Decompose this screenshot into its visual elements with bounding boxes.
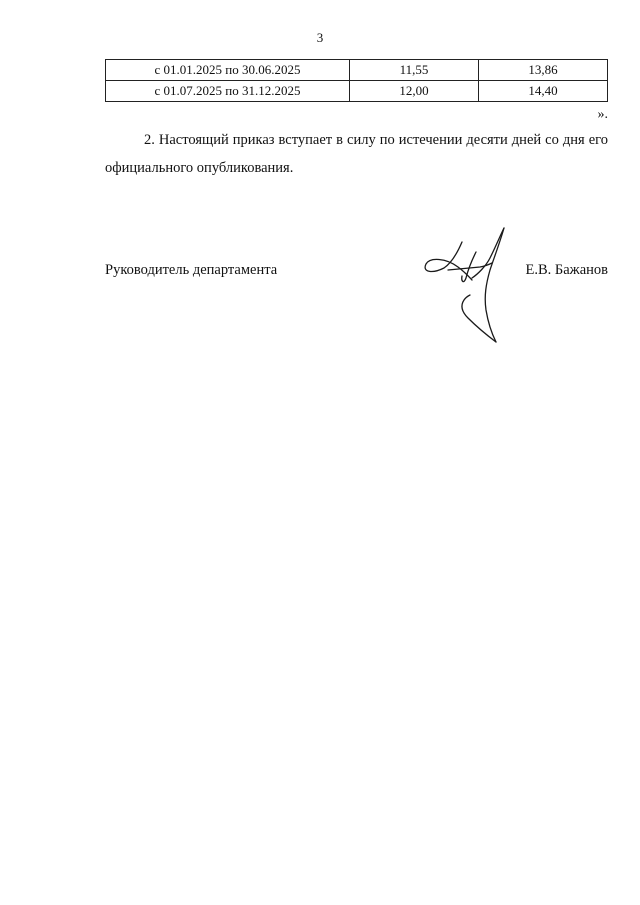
paragraph-text: 2. Настоящий приказ вступает в силу по истечении десяти дней со дня его официального опубликования. — [105, 132, 608, 176]
table-row — [106, 60, 608, 81]
rates-table — [105, 59, 608, 102]
table-row — [106, 81, 608, 102]
signer-name: Е.В. Бажанов — [525, 262, 608, 278]
table-cell-period: с 01.01.2025 по 30.06.2025 — [106, 60, 350, 81]
table-cell-value: 13,86 — [479, 60, 608, 81]
table-cell-period: с 01.07.2025 по 31.12.2025 — [106, 81, 350, 102]
page-number: 3 — [316, 30, 324, 45]
order-paragraph — [105, 126, 608, 182]
table-cell-value: 12,00 — [350, 81, 479, 102]
table-cell-value: 11,55 — [350, 60, 479, 81]
signer-position: Руководитель департамента — [105, 262, 278, 278]
handwritten-signature-icon — [418, 222, 518, 347]
table-cell-value: 14,40 — [479, 81, 608, 102]
closing-quote: ». — [597, 107, 608, 122]
